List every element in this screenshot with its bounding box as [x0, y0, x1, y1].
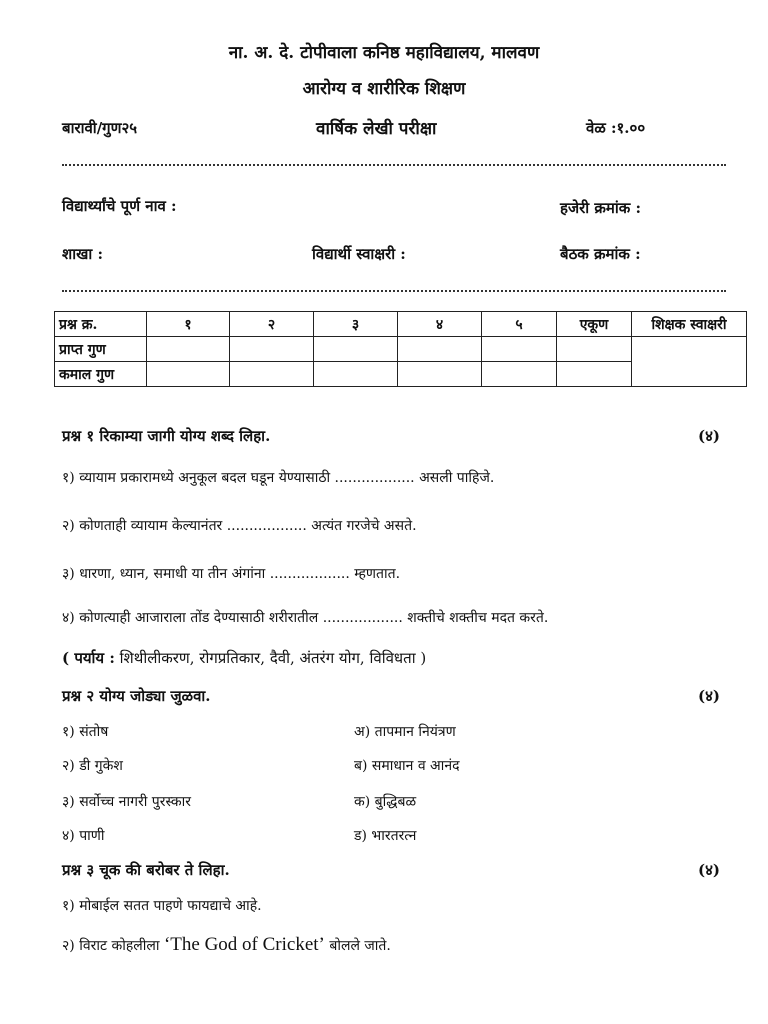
separator-line [62, 164, 726, 166]
table-cell[interactable] [398, 362, 482, 387]
q3-title: प्रश्न ३ चूक की बरोबर ते लिहा. [62, 861, 230, 879]
table-cell[interactable] [482, 337, 557, 362]
table-cell[interactable] [557, 337, 632, 362]
q2-right-item: अ) तापमान नियंत्रण [354, 724, 456, 740]
q3-item-prefix: २) विराट कोहलीला [62, 938, 164, 954]
branch-label: शाखा : [62, 245, 103, 263]
seat-number-label: बैठक क्रमांक : [560, 245, 641, 263]
table-header-cell: २ [230, 312, 314, 337]
q1-item: ४) कोणत्याही आजाराला तोंड देण्यासाठी शरीरातील .................. शक्तीचे शक्तीच मदत करते. [62, 610, 549, 626]
marks-table [54, 311, 747, 387]
table-header-cell: ३ [314, 312, 398, 337]
q3-item-english: ‘The God of Cricket’ [163, 934, 325, 955]
q1-options [62, 648, 426, 668]
table-cell[interactable] [557, 362, 632, 387]
q1-title: प्रश्न १ रिकाम्या जागी योग्य शब्द लिहा. [62, 427, 271, 445]
max-marks-label: कमाल गुण [55, 362, 147, 387]
table-header-cell: ४ [398, 312, 482, 337]
exam-title: वार्षिक लेखी परीक्षा [316, 119, 437, 139]
table-cell[interactable] [230, 362, 314, 387]
table-header-cell: एकूण [557, 312, 632, 337]
table-header-cell: शिक्षक स्वाक्षरी [632, 312, 747, 337]
q3-item: १) मोबाईल सतत पाहणे फायद्याचे आहे. [62, 898, 262, 914]
q2-left-item: २) डी गुकेश [62, 758, 123, 774]
q1-options-text: शिथीलीकरण, रोगप्रतिकार, दैवी, अंतरंग योग, विविधता ) [114, 649, 427, 667]
separator-line [62, 290, 726, 292]
q1-item: १) व्यायाम प्रकारामध्ये अनुकूल बदल घडून येण्यासाठी .................. असली पाहिजे. [62, 470, 495, 486]
table-header-cell: प्रश्न क्र. [55, 312, 147, 337]
q3-item-suffix: बोलले जाते. [324, 938, 391, 954]
student-signature-label: विद्यार्थी स्वाक्षरी : [312, 245, 406, 263]
exam-time: वेळ :१.०० [586, 119, 646, 137]
q2-left-item: ४) पाणी [62, 828, 105, 844]
q2-right-item: ब) समाधान व आनंद [354, 758, 460, 774]
table-cell[interactable] [147, 362, 230, 387]
table-cell[interactable] [482, 362, 557, 387]
table-header-row [55, 312, 747, 337]
q2-right-item: क) बुद्धिबळ [354, 794, 417, 810]
q2-marks: (४) [698, 687, 720, 705]
q1-options-label: ( पर्याय : [62, 649, 115, 667]
class-marks: बारावी/गुण२५ [62, 119, 138, 137]
q2-left-item: १) संतोष [62, 724, 109, 740]
table-row [55, 337, 747, 362]
q1-item: २) कोणताही व्यायाम केल्यानंतर .................. अत्यंत गरजेचे असते. [62, 518, 417, 534]
roll-number-label: हजेरी क्रमांक : [560, 199, 641, 217]
subject-title: आरोग्य व शारीरिक शिक्षण [302, 79, 466, 99]
table-header-cell: ५ [482, 312, 557, 337]
q2-right-item: ड) भारतरत्न [354, 828, 417, 844]
teacher-signature-cell[interactable] [632, 337, 747, 387]
table-cell[interactable] [314, 337, 398, 362]
table-header-cell: १ [147, 312, 230, 337]
student-name-label: विद्यार्थ्यांचे पूर्ण नाव : [62, 197, 177, 215]
q2-left-item: ३) सर्वोच्च नागरी पुरस्कार [62, 794, 191, 810]
table-cell[interactable] [147, 337, 230, 362]
q1-item: ३) धारणा, ध्यान, समाधी या तीन अंगांना .................. म्हणतात. [62, 566, 401, 582]
q3-marks: (४) [698, 861, 720, 879]
q1-marks: (४) [698, 427, 720, 445]
table-cell[interactable] [398, 337, 482, 362]
q3-item [62, 934, 391, 956]
table-cell[interactable] [314, 362, 398, 387]
college-title: ना. अ. दे. टोपीवाला कनिष्ठ महाविद्यालय, मालवण [228, 43, 540, 63]
q2-title: प्रश्न २ योग्य जोड्या जुळवा. [62, 687, 211, 705]
table-cell[interactable] [230, 337, 314, 362]
obtained-marks-label: प्राप्त गुण [55, 337, 147, 362]
